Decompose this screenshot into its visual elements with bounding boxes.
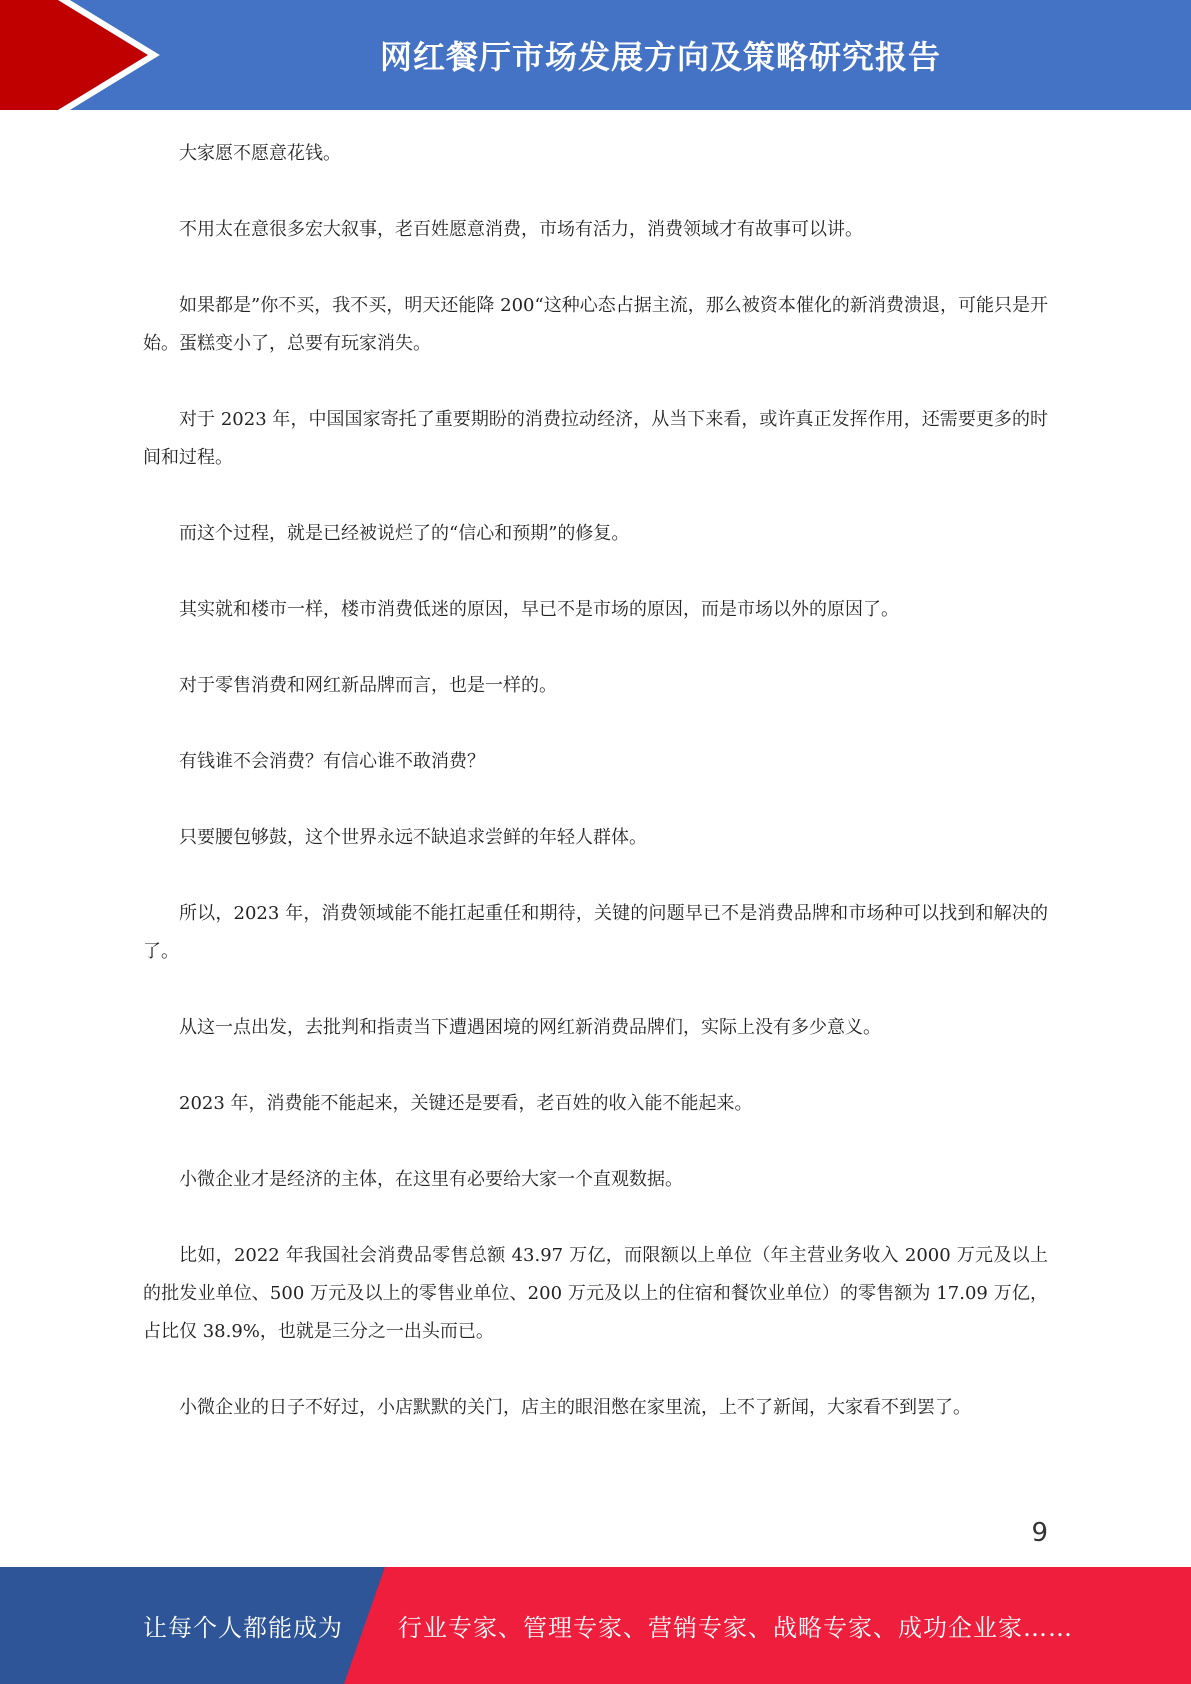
footer-slogan-left: 让每个人都能成为 — [143, 1614, 343, 1642]
paragraph: 2023 年，消费能不能起来，关键还是要看，老百姓的收入能不能起来。 — [179, 1093, 753, 1114]
paragraph: 有钱谁不会消费？有信心谁不敢消费？ — [179, 751, 485, 772]
paragraph: 从这一点出发，去批判和指责当下遭遇困境的网红新消费品牌们，实际上没有多少意义。 — [179, 1017, 881, 1038]
paragraph: 小微企业的日子不好过，小店默默的关门，店主的眼泪憋在家里流，上不了新闻，大家看不到罢了。 — [179, 1397, 971, 1418]
page-header — [0, 0, 1191, 110]
paragraph: 只要腰包够鼓，这个世界永远不缺追求尝鲜的年轻人群体。 — [179, 827, 647, 848]
paragraph: 而这个过程，就是已经被说烂了的“信心和预期”的修复。 — [179, 523, 630, 544]
report-title: 网红餐厅市场发展方向及策略研究报告 — [379, 38, 941, 76]
paragraph: 不用太在意很多宏大叙事，老百姓愿意消费，市场有活力，消费领域才有故事可以讲。 — [179, 219, 863, 240]
paragraph: 如果都是”你不买，我不买，明天还能降 200“这种心态占据主流，那么被资本催化的新消费溃退，可能只是开始。蛋糕变小了，总要有玩家消失。 — [143, 295, 1048, 354]
body-text — [143, 135, 1048, 1465]
paragraph: 其实就和楼市一样，楼市消费低迷的原因，早已不是市场的原因，而是市场以外的原因了。 — [179, 599, 899, 620]
paragraph: 比如，2022 年我国社会消费品零售总额 43.97 万亿，而限额以上单位（年主营业务收入 2000 万元及以上的批发业单位、500 万元及以上的零售业单位、200 万元及以上的住宿和餐饮业单位）的零售额为 17.09 万亿，占比仅 38.9%，也就是三分之一出头而已。 — [143, 1245, 1048, 1342]
paragraph: 小微企业才是经济的主体，在这里有必要给大家一个直观数据。 — [179, 1169, 683, 1190]
paragraph: 对于 2023 年，中国国家寄托了重要期盼的消费拉动经济，从当下来看，或许真正发挥作用，还需要更多的时间和过程。 — [143, 409, 1048, 468]
footer-slogan-right: 行业专家、管理专家、营销专家、战略专家、成功企业家…… — [398, 1614, 1073, 1642]
page-footer — [0, 1567, 1191, 1684]
paragraph: 所以，2023 年，消费领域能不能扛起重任和期待，关键的问题早已不是消费品牌和市场种可以找到和解决的了。 — [143, 903, 1048, 962]
paragraph: 大家愿不愿意花钱。 — [179, 143, 341, 164]
paragraph: 对于零售消费和网红新品牌而言，也是一样的。 — [179, 675, 557, 696]
page-number: 9 — [1031, 1518, 1048, 1548]
